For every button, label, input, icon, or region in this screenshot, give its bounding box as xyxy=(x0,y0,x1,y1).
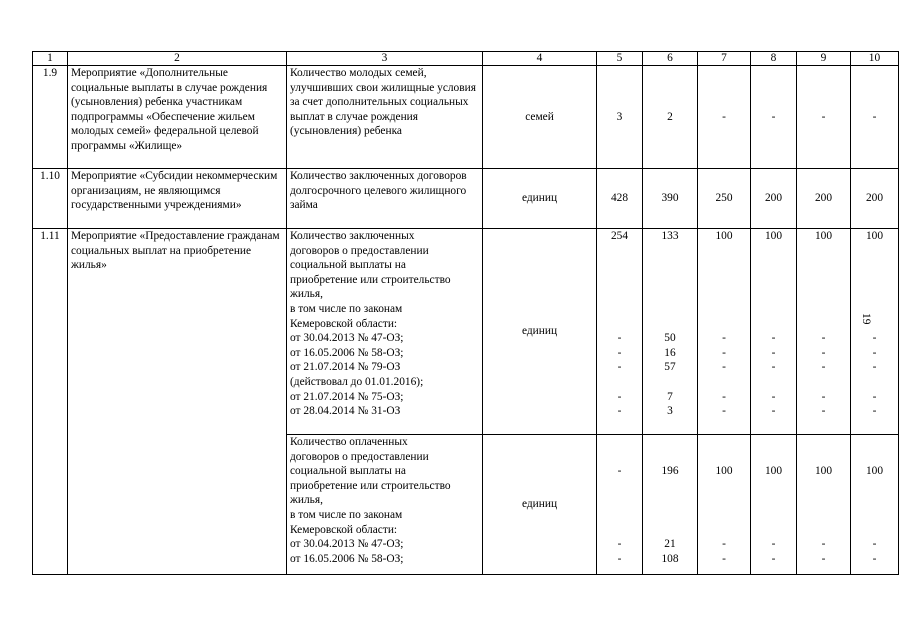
cell-line xyxy=(754,479,793,494)
cell-line: - xyxy=(821,332,826,345)
table-row xyxy=(33,229,899,435)
value-column xyxy=(698,229,751,435)
cell-line: Количество заключенных xyxy=(290,230,415,242)
cell-line xyxy=(600,287,639,302)
cell-line: Кемеровской области: xyxy=(290,317,398,330)
cell-line: - xyxy=(872,332,877,345)
cell-line xyxy=(600,493,639,508)
cell-line xyxy=(600,273,639,288)
cell-line: - xyxy=(771,390,776,403)
cell-line: 16 xyxy=(664,346,676,359)
cell-line: договоров о предоставлении xyxy=(290,244,429,257)
cell-line: от 21.07.2014 № 75-ОЗ; xyxy=(290,390,404,403)
cell-line: 100 xyxy=(715,465,733,478)
row-number: 1.11 xyxy=(33,229,68,575)
unit-cell: единиц xyxy=(483,229,597,435)
cell-line xyxy=(701,523,747,538)
cell-line xyxy=(646,435,694,450)
cell-line: от 16.05.2006 № 58-ОЗ; xyxy=(290,346,404,359)
cell-line: Количество оплаченных xyxy=(290,436,408,448)
cell-line: - xyxy=(722,361,726,374)
cell-line: приобретение или строительство xyxy=(290,479,451,492)
cell-line xyxy=(754,435,793,450)
indicator-cell: Количество молодых семей, улучшивших свои жилищные условия за счет дополнительных социальных выплат в случае рождения (усыновления) ребенка xyxy=(287,66,483,169)
cell-line: - xyxy=(617,538,622,551)
cell-line xyxy=(701,317,747,332)
cell-line xyxy=(600,479,639,494)
cell-line xyxy=(646,450,694,465)
table-row xyxy=(33,66,899,169)
cell-line: - xyxy=(872,346,877,359)
cell-line xyxy=(646,287,694,302)
cell-line: в том числе по законам xyxy=(290,302,403,315)
column-number-header-row xyxy=(33,52,899,66)
cell-line xyxy=(800,435,847,450)
cell-line xyxy=(754,523,793,538)
cell-line: - xyxy=(872,390,877,403)
cell-line xyxy=(646,375,694,390)
cell-line xyxy=(600,435,639,450)
value-cell: - xyxy=(851,66,899,169)
value-cell: 200 xyxy=(751,169,797,229)
row-number: 1.10 xyxy=(33,169,68,229)
cell-line: 196 xyxy=(661,465,679,478)
cell-line xyxy=(854,450,895,465)
value-column xyxy=(797,435,851,575)
cell-line xyxy=(701,479,747,494)
cell-line xyxy=(701,493,747,508)
cell-line: - xyxy=(821,552,826,565)
activity-cell: Мероприятие «Дополнительные социальные выплаты в случае рождения (усыновления) ребенка участникам подпрограммы «Обеспечение жильем молодых семей» федеральной целевой программы «Жилище» xyxy=(68,66,287,169)
value-column xyxy=(643,229,698,435)
value-column xyxy=(643,435,698,575)
column-header: 2 xyxy=(68,52,287,66)
cell-line xyxy=(646,244,694,259)
cell-line: от 30.04.2013 № 47-ОЗ; xyxy=(290,332,404,345)
value-cell: - xyxy=(698,66,751,169)
cell-line xyxy=(800,258,847,273)
cell-line: в том числе по законам xyxy=(290,508,403,521)
cell-line xyxy=(646,523,694,538)
cell-line: 100 xyxy=(865,465,884,478)
value-cell: 2 xyxy=(643,66,698,169)
cell-line: 21 xyxy=(664,538,676,551)
cell-line: социальной выплаты на xyxy=(290,259,406,272)
cell-line xyxy=(800,375,847,390)
value-cell: - xyxy=(751,66,797,169)
cell-line xyxy=(854,508,895,523)
cell-line: жилья, xyxy=(290,494,323,507)
cell-line: 108 xyxy=(661,552,679,565)
cell-line xyxy=(800,450,847,465)
cell-line: 133 xyxy=(661,230,679,242)
cell-line: - xyxy=(771,346,776,359)
column-header: 7 xyxy=(698,52,751,66)
cell-line: - xyxy=(617,361,622,374)
cell-line xyxy=(754,273,793,288)
cell-line xyxy=(854,287,895,302)
cell-line xyxy=(701,287,747,302)
cell-line: 100 xyxy=(715,230,733,242)
cell-line xyxy=(701,244,747,259)
cell-line: - xyxy=(722,332,726,345)
value-column xyxy=(597,435,643,575)
cell-line xyxy=(800,273,847,288)
activity-cell: Мероприятие «Субсидии некоммерческим организациям, не являющимся государственными учреждениями» xyxy=(68,169,287,229)
cell-line: - xyxy=(617,390,622,403)
column-header: 10 xyxy=(851,52,899,66)
cell-line: 7 xyxy=(667,390,673,403)
indicators-table xyxy=(32,51,899,575)
cell-line xyxy=(800,287,847,302)
cell-line: договоров о предоставлении xyxy=(290,450,429,463)
activity-cell: Мероприятие «Предоставление гражданам социальных выплат на приобретение жилья» xyxy=(68,229,287,575)
cell-line xyxy=(754,450,793,465)
column-header: 9 xyxy=(797,52,851,66)
unit-cell: единиц xyxy=(483,169,597,229)
value-column xyxy=(851,229,899,435)
value-column xyxy=(751,435,797,575)
cell-line: - xyxy=(821,361,826,374)
cell-line xyxy=(800,317,847,332)
cell-line xyxy=(600,508,639,523)
cell-line xyxy=(600,317,639,332)
cell-line xyxy=(701,450,747,465)
row-number: 1.9 xyxy=(33,66,68,169)
column-header: 3 xyxy=(287,52,483,66)
cell-line xyxy=(600,302,639,317)
indicator-cell xyxy=(287,435,483,575)
cell-line xyxy=(800,302,847,317)
cell-line xyxy=(854,479,895,494)
cell-line xyxy=(800,493,847,508)
cell-line: - xyxy=(617,465,622,478)
value-cell: - xyxy=(797,66,851,169)
value-cell: 428 xyxy=(597,169,643,229)
cell-line xyxy=(701,273,747,288)
cell-line: 100 xyxy=(865,230,884,242)
unit-cell: семей xyxy=(483,66,597,169)
column-header: 4 xyxy=(483,52,597,66)
cell-line xyxy=(646,258,694,273)
cell-line xyxy=(800,523,847,538)
value-cell: 250 xyxy=(698,169,751,229)
value-cell: 200 xyxy=(851,169,899,229)
value-column xyxy=(851,435,899,575)
cell-line: - xyxy=(771,405,776,418)
column-header: 1 xyxy=(33,52,68,66)
cell-line xyxy=(600,258,639,273)
cell-line xyxy=(854,523,895,538)
cell-line xyxy=(701,375,747,390)
cell-line xyxy=(600,375,639,390)
cell-line: - xyxy=(722,346,726,359)
cell-line: - xyxy=(722,405,726,418)
cell-line xyxy=(800,508,847,523)
value-cell: 3 xyxy=(597,66,643,169)
cell-line: - xyxy=(821,538,826,551)
cell-line xyxy=(754,508,793,523)
cell-line: 3 xyxy=(667,405,673,418)
cell-line xyxy=(701,258,747,273)
cell-line: - xyxy=(617,332,622,345)
table-row xyxy=(33,169,899,229)
cell-line xyxy=(646,508,694,523)
cell-line: - xyxy=(872,552,877,565)
cell-line: от 16.05.2006 № 58-ОЗ; xyxy=(290,552,404,565)
cell-line: - xyxy=(722,552,726,565)
cell-line: от 30.04.2013 № 47-ОЗ; xyxy=(290,538,404,551)
cell-line xyxy=(800,244,847,259)
cell-line: - xyxy=(872,405,877,418)
cell-line xyxy=(646,479,694,494)
cell-line: - xyxy=(617,405,622,418)
column-header: 5 xyxy=(597,52,643,66)
cell-line: - xyxy=(821,405,826,418)
column-header: 8 xyxy=(751,52,797,66)
cell-line xyxy=(854,435,895,450)
column-header: 6 xyxy=(643,52,698,66)
cell-line xyxy=(701,435,747,450)
value-column xyxy=(597,229,643,435)
cell-line: 100 xyxy=(814,230,833,242)
cell-line xyxy=(754,244,793,259)
cell-line: - xyxy=(771,552,776,565)
cell-line xyxy=(854,258,895,273)
cell-line: - xyxy=(821,390,826,403)
value-cell: 200 xyxy=(797,169,851,229)
cell-line: - xyxy=(722,390,726,403)
cell-line xyxy=(854,244,895,259)
value-column xyxy=(698,435,751,575)
cell-line: - xyxy=(722,538,726,551)
cell-line: - xyxy=(771,361,776,374)
indicator-cell: Количество заключенных договоров долгосрочного целевого жилищного займа xyxy=(287,169,483,229)
cell-line: - xyxy=(872,361,877,374)
cell-line xyxy=(854,375,895,390)
cell-line xyxy=(600,523,639,538)
cell-line: от 28.04.2014 № 31-ОЗ xyxy=(290,405,401,418)
cell-line xyxy=(646,273,694,288)
cell-line: - xyxy=(771,332,776,345)
cell-line: 100 xyxy=(814,465,833,478)
cell-line: социальной выплаты на xyxy=(290,465,406,478)
cell-line: 100 xyxy=(764,230,783,242)
cell-line xyxy=(854,493,895,508)
cell-line xyxy=(854,273,895,288)
cell-line xyxy=(754,258,793,273)
cell-line xyxy=(646,302,694,317)
cell-line: 254 xyxy=(610,230,629,242)
cell-line: - xyxy=(617,346,622,359)
cell-line xyxy=(701,508,747,523)
cell-line: - xyxy=(771,538,776,551)
value-column xyxy=(751,229,797,435)
cell-line: (действовал до 01.01.2016); xyxy=(290,375,424,388)
cell-line xyxy=(800,479,847,494)
cell-line xyxy=(754,302,793,317)
cell-line: 100 xyxy=(764,465,783,478)
cell-line: - xyxy=(872,538,877,551)
cell-line: жилья, xyxy=(290,288,323,301)
cell-line: - xyxy=(617,552,622,565)
cell-line xyxy=(600,450,639,465)
cell-line xyxy=(646,317,694,332)
cell-line: 57 xyxy=(664,361,676,374)
indicator-cell xyxy=(287,229,483,435)
cell-line: - xyxy=(821,346,826,359)
cell-line xyxy=(754,317,793,332)
cell-line xyxy=(701,302,747,317)
cell-line xyxy=(646,493,694,508)
value-cell: 390 xyxy=(643,169,698,229)
value-column xyxy=(797,229,851,435)
cell-line: 50 xyxy=(664,332,676,345)
cell-line xyxy=(754,375,793,390)
cell-line: Кемеровской области: xyxy=(290,523,398,536)
page-number: 19 xyxy=(860,313,872,325)
unit-cell: единиц xyxy=(483,435,597,575)
cell-line xyxy=(754,493,793,508)
cell-line: от 21.07.2014 № 79-ОЗ xyxy=(290,361,401,374)
cell-line: приобретение или строительство xyxy=(290,273,451,286)
cell-line xyxy=(600,244,639,259)
cell-line xyxy=(754,287,793,302)
